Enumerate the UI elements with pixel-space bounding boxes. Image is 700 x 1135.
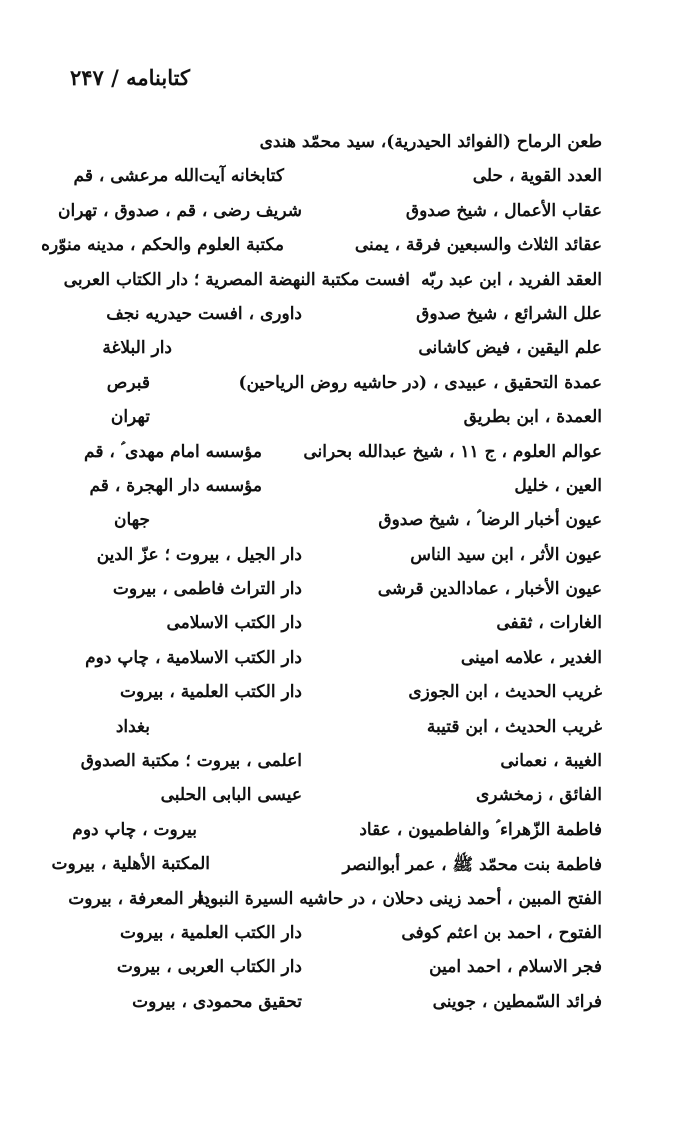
entry-title: الفتوح ، احمد بن اعثم کوفی [401, 922, 602, 943]
entry-title: فرائد السّمطین ، جوینی [432, 991, 602, 1012]
entry-publisher: افست مکتبة النهضة المصریة ؛ دار الکتاب العربی [63, 269, 410, 290]
entry-publisher: مکتبة العلوم والحکم ، مدینه منوّره [41, 235, 284, 256]
entry-publisher: اعلمی ، بیروت ؛ مکتبة الصدوق [80, 751, 302, 772]
entry-title: فجر الاسلام ، احمد امین [429, 957, 602, 978]
entry-title: عوالم العلوم ، ج ۱۱ ، شیخ عبدالله بحرانی [303, 441, 602, 462]
entry-title: عیون الأثر ، ابن سید الناس [410, 544, 602, 565]
bibliography-entry [90, 128, 602, 162]
bibliography-entry [41, 231, 602, 265]
entry-title: العمدة ، ابن بطریق [463, 407, 602, 428]
entry-publisher: دار الکتب العلمیة ، بیروت [119, 922, 302, 943]
entry-title: العدد القویة ، حلی [472, 166, 602, 187]
bibliography-list [41, 128, 602, 1022]
entry-title: عقائد الثلاث والسبعین فرقة ، یمنی [354, 235, 602, 256]
entry-publisher: جهان [113, 510, 150, 531]
entry-publisher: بیروت ، چاپ دوم [72, 819, 197, 840]
entry-title: الفائق ، زمخشری [475, 785, 602, 806]
entry-publisher: دار الکتب العلمیة ، بیروت [119, 682, 302, 703]
entry-title: العقد الفرید ، ابن عبد ربّه [421, 269, 602, 290]
bibliography-entry [90, 472, 602, 506]
bibliography-entry [85, 644, 602, 678]
bibliography-entry [90, 919, 602, 953]
entry-publisher: دار الکتب الاسلامی [166, 613, 302, 634]
bibliography-entry [90, 781, 602, 815]
entry-publisher: دار المعرفة ، بیروت [68, 888, 210, 909]
entry-title: الفتح المبین ، أحمد زینی دحلان ، در حاشیه السیرة النبویة [196, 888, 602, 909]
bibliography-entry [73, 162, 602, 196]
entry-title: فاطمة الزّهراء ؑ والفاطمیون ، عقاد [359, 819, 602, 840]
page-header: کتابنامه / ۲۴۷ [70, 65, 190, 90]
bibliography-entry [80, 747, 602, 781]
bibliography-entry [90, 334, 602, 368]
entry-title: الغدیر ، علامه امینی [460, 647, 602, 668]
entry-publisher: مؤسسه امام مهدی ؑ ، قم [84, 441, 262, 462]
entry-publisher: دار التراث فاطمی ، بیروت [112, 579, 302, 600]
entry-publisher: عیسی البابی الحلبی [160, 785, 302, 806]
entry-publisher: دار البلاغة [102, 338, 172, 359]
bibliography-entry [90, 953, 602, 987]
entry-publisher: تهران [110, 407, 150, 428]
bibliography-entry [90, 506, 602, 540]
bibliography-entry [90, 575, 602, 609]
bibliography-entry [72, 816, 602, 850]
bibliography-entry [90, 369, 602, 403]
bibliography-entry [51, 850, 602, 884]
bibliography-entry [90, 678, 602, 712]
bibliography-entry [90, 300, 602, 334]
entry-title: العین ، خلیل [514, 475, 602, 496]
entry-title: فاطمة بنت محمّد ﷺ ، عمر أبوالنصر [342, 855, 602, 876]
bibliography-entry [84, 438, 602, 472]
entry-title: عقاب الأعمال ، شیخ صدوق [405, 200, 602, 221]
bibliography-entry [90, 541, 602, 575]
entry-title: طعن الرماح (الفوائد الحیدریة)، سید محمّد هندی [259, 132, 602, 152]
entry-title: علم الیقین ، فیض کاشانی [418, 338, 602, 359]
entry-title: عمدة التحقیق ، عبیدی ، (در حاشیه روض الریاحین) [238, 372, 602, 393]
entry-publisher: دار الکتب الاسلامیة ، چاپ دوم [85, 647, 302, 668]
bibliography-entry [90, 609, 602, 643]
entry-publisher: بغداد [115, 716, 150, 737]
entry-publisher: المکتبة الأهلیة ، بیروت [51, 854, 210, 875]
entry-title: غریب الحدیث ، ابن الجوزی [408, 682, 602, 703]
entry-publisher: دار الکتاب العربی ، بیروت [116, 957, 302, 978]
bibliography-entry [63, 266, 602, 300]
entry-title: الغیبة ، نعمانی [500, 751, 602, 772]
bibliography-entry [90, 713, 602, 747]
entry-title: عیون الأخبار ، عمادالدین قرشی [377, 579, 602, 600]
entry-publisher: تحقیق محمودی ، بیروت [132, 991, 302, 1012]
bibliography-entry [68, 885, 602, 919]
entry-publisher: قبرص [106, 372, 150, 393]
entry-publisher: شریف رضی ، قم ، صدوق ، تهران [57, 200, 302, 221]
entry-title: الغارات ، ثقفی [496, 613, 602, 634]
entry-title: غریب الحدیث ، ابن قتیبة [426, 716, 602, 737]
entry-publisher: کتابخانه آیت‌الله مرعشی ، قم [73, 166, 284, 187]
bibliography-entry [90, 403, 602, 437]
entry-publisher: دار الجیل ، بیروت ؛ عزّ الدین [96, 544, 302, 565]
entry-publisher: مؤسسه دار الهجرة ، قم [89, 475, 262, 496]
entry-publisher: داوری ، افست حیدریه نجف [106, 303, 302, 324]
entry-title: عیون أخبار الرضا ؑ ، شیخ صدوق [378, 510, 602, 531]
bibliography-entry [57, 197, 602, 231]
entry-title: علل الشرائع ، شیخ صدوق [416, 303, 602, 324]
bibliography-entry [90, 988, 602, 1022]
